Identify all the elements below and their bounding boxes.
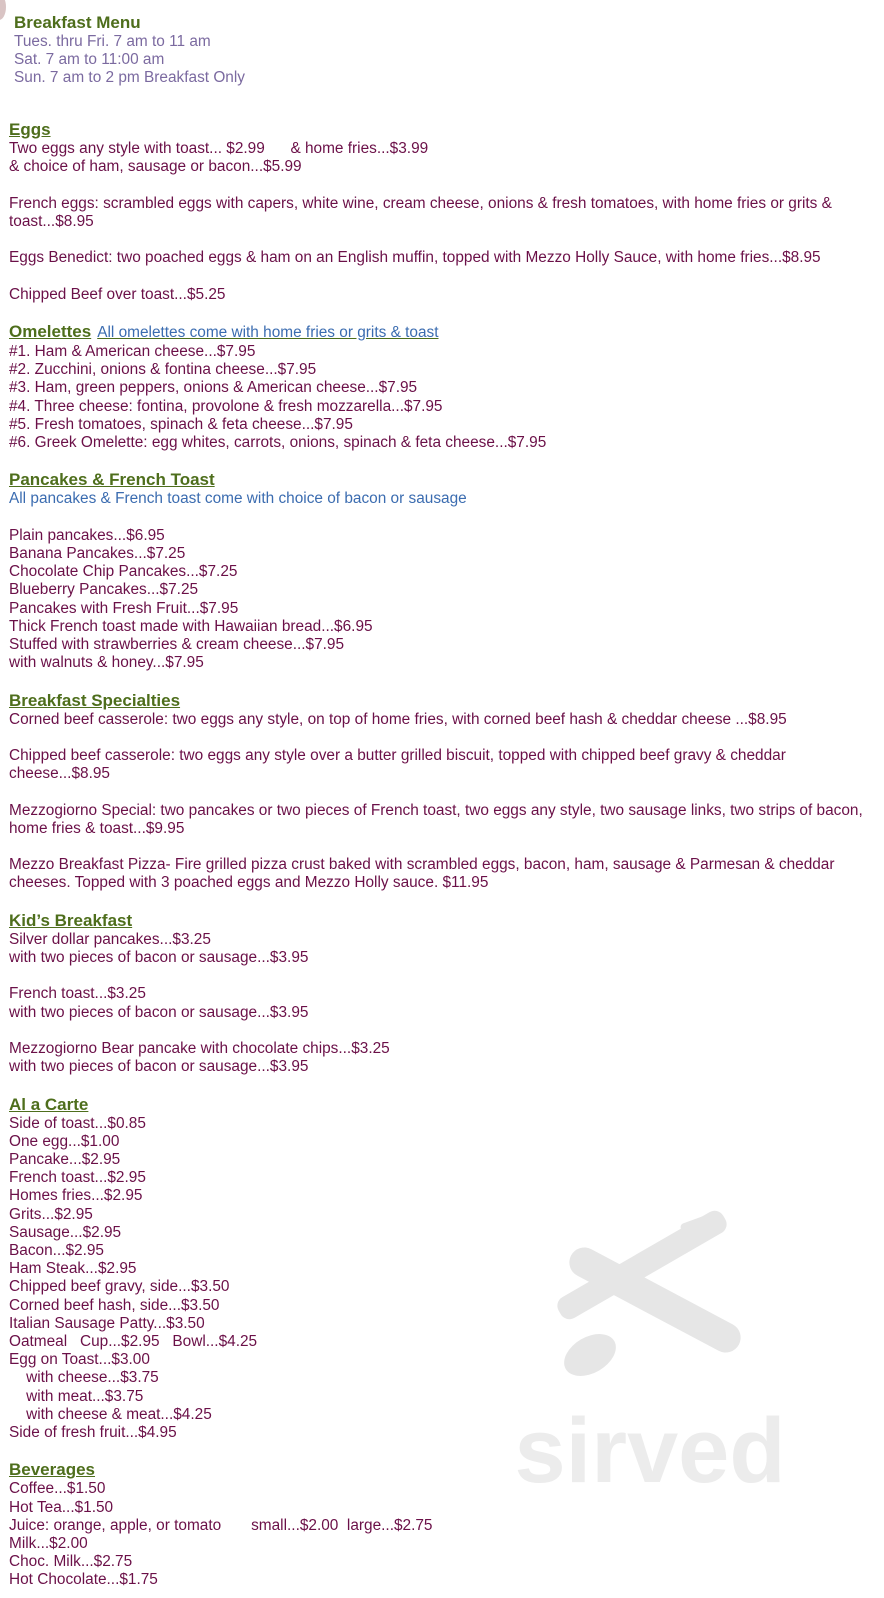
omelettes-note: All omelettes come with home fries or grits & toast <box>97 323 439 341</box>
menu-item: Homes fries...$2.95 <box>9 1187 143 1205</box>
menu-item: Italian Sausage Patty...$3.50 <box>9 1314 205 1332</box>
menu-item: One egg...$1.00 <box>9 1132 120 1150</box>
hours-sat: Sat. 7 am to 11:00 am <box>14 51 165 69</box>
section-omelettes <box>9 322 881 452</box>
menu-item: Pancake...$2.95 <box>9 1150 121 1168</box>
menu-item: Silver dollar pancakes...$3.25 <box>9 930 211 948</box>
section-title-eggs: Eggs <box>9 120 51 139</box>
menu-item: Side of fresh fruit...$4.95 <box>9 1423 177 1441</box>
menu-item: Milk...$2.00 <box>9 1534 88 1552</box>
menu-item: Corned beef casserole: two eggs any style, on top of home fries, with corned beef hash & cheddar cheese ...$8.95 <box>9 710 787 728</box>
watermark-text: sirved <box>514 1400 786 1502</box>
section-title-alacarte: Al a Carte <box>9 1094 89 1114</box>
menu-item: Juice: orange, apple, or tomato small...$2.00 large...$2.75 <box>9 1516 433 1534</box>
menu-item: with cheese & meat...$4.25 <box>9 1405 212 1423</box>
menu-item: Chocolate Chip Pancakes...$7.25 <box>9 563 238 581</box>
menu-item: Ham Steak...$2.95 <box>9 1260 137 1278</box>
hours-tue-fri: Tues. thru Fri. 7 am to 11 am <box>14 33 211 50</box>
menu-item: Hot Chocolate...$1.75 <box>9 1571 158 1589</box>
menu-item: Sausage...$2.95 <box>9 1223 122 1241</box>
fork-knife-spoon-icon <box>480 1210 820 1510</box>
section-title-omelettes: Omelettes <box>9 321 92 341</box>
hours-sun: Sun. 7 am to 2 pm Breakfast Only <box>14 69 245 87</box>
menu-item: French toast...$2.95 <box>9 1169 146 1187</box>
pancakes-note: All pancakes & French toast come with choice of bacon or sausage <box>9 490 467 508</box>
section-kids <box>9 911 881 1077</box>
menu-item: Mezzogiorno Bear pancake with chocolate chips...$3.25 <box>9 1039 390 1057</box>
corner-decoration <box>0 0 6 20</box>
menu-header <box>14 13 245 88</box>
section-title-specialties: Breakfast Specialties <box>9 690 181 710</box>
menu-item: Thick French toast made with Hawaiian bread...$6.95 <box>9 617 373 635</box>
menu-title: Breakfast Menu <box>14 13 141 32</box>
section-title-kids: Kid’s Breakfast <box>9 910 133 930</box>
menu-item: Choc. Milk...$2.75 <box>9 1553 133 1571</box>
menu-item: Oatmeal Cup...$2.95 Bowl...$4.25 <box>9 1332 258 1350</box>
menu-item: Egg on Toast...$3.00 <box>9 1351 150 1369</box>
menu-item: & choice of ham, sausage or bacon...$5.99 <box>9 158 302 176</box>
menu-item: Hot Tea...$1.50 <box>9 1498 114 1516</box>
section-title-pancakes: Pancakes & French Toast <box>9 470 215 490</box>
menu-item: Blueberry Pancakes...$7.25 <box>9 581 199 599</box>
menu-item: French toast...$3.25 <box>9 985 146 1003</box>
menu-item: Side of toast...$0.85 <box>9 1114 146 1132</box>
section-title-beverages: Beverages <box>9 1460 96 1480</box>
section-specialties <box>9 691 881 893</box>
sirved-watermark <box>480 1210 820 1510</box>
menu-item: Pancakes with Fresh Fruit...$7.95 <box>9 599 239 617</box>
menu-item: Bacon...$2.95 <box>9 1241 104 1259</box>
menu-item: Mezzo Breakfast Pizza- Fire grilled pizza crust baked with scrambled eggs, bacon, ham, sausage & Parmesan & cheddar cheeses. Topped with 3 poached eggs and Mezzo Holly sauce. $11.95 <box>9 856 835 892</box>
section-eggs <box>9 120 881 304</box>
menu-item: with two pieces of bacon or sausage...$3.95 <box>9 948 309 966</box>
menu-item: with two pieces of bacon or sausage...$3.95 <box>9 1058 309 1076</box>
menu-item: #2. Zucchini, onions & fontina cheese...$7.95 <box>9 361 317 379</box>
menu-item: #3. Ham, green peppers, onions & American cheese...$7.95 <box>9 379 418 397</box>
menu-item: Mezzogiorno Special: two pancakes or two pieces of French toast, two eggs any style, two sausage links, two strips of bacon, home fries & toast...$9.95 <box>9 801 863 837</box>
menu-item: Chipped beef gravy, side...$3.50 <box>9 1278 230 1296</box>
menu-item: Two eggs any style with toast... $2.99 & home fries...$3.99 <box>9 140 429 157</box>
menu-item: with two pieces of bacon or sausage...$3.95 <box>9 1003 309 1021</box>
menu-item: with walnuts & honey...$7.95 <box>9 654 204 672</box>
menu-item: Corned beef hash, side...$3.50 <box>9 1296 220 1314</box>
menu-item: #4. Three cheese: fontina, provolone & fresh mozzarella...$7.95 <box>9 397 443 415</box>
menu-item: Chipped Beef over toast...$5.25 <box>9 285 226 303</box>
menu-item: with meat...$3.75 <box>9 1387 144 1405</box>
menu-item: with cheese...$3.75 <box>9 1369 159 1387</box>
menu-item: #5. Fresh tomatoes, spinach & feta cheese...$7.95 <box>9 415 353 433</box>
section-pancakes <box>9 470 881 672</box>
menu-item: Chipped beef casserole: two eggs any style over a butter grilled biscuit, topped with chipped beef gravy & cheddar cheese...$8.95 <box>9 746 786 783</box>
menu-item: #6. Greek Omelette: egg whites, carrots, onions, spinach & feta cheese...$7.95 <box>9 433 547 451</box>
menu-item: Banana Pancakes...$7.25 <box>9 544 186 562</box>
menu-item: Coffee...$1.50 <box>9 1480 106 1498</box>
menu-item: French eggs: scrambled eggs with capers, white wine, cream cheese, onions & fresh tomatoes, with home fries or grits & toast...$8.95 <box>9 194 832 230</box>
menu-item: Eggs Benedict: two poached eggs & ham on an English muffin, topped with Mezzo Holly Sauce, with home fries...$8.95 <box>9 249 821 267</box>
menu-item: Stuffed with strawberries & cream cheese...$7.95 <box>9 635 345 653</box>
menu-item: Plain pancakes...$6.95 <box>9 526 165 544</box>
menu-item: #1. Ham & American cheese...$7.95 <box>9 342 256 360</box>
menu-item: Grits...$2.95 <box>9 1205 93 1223</box>
